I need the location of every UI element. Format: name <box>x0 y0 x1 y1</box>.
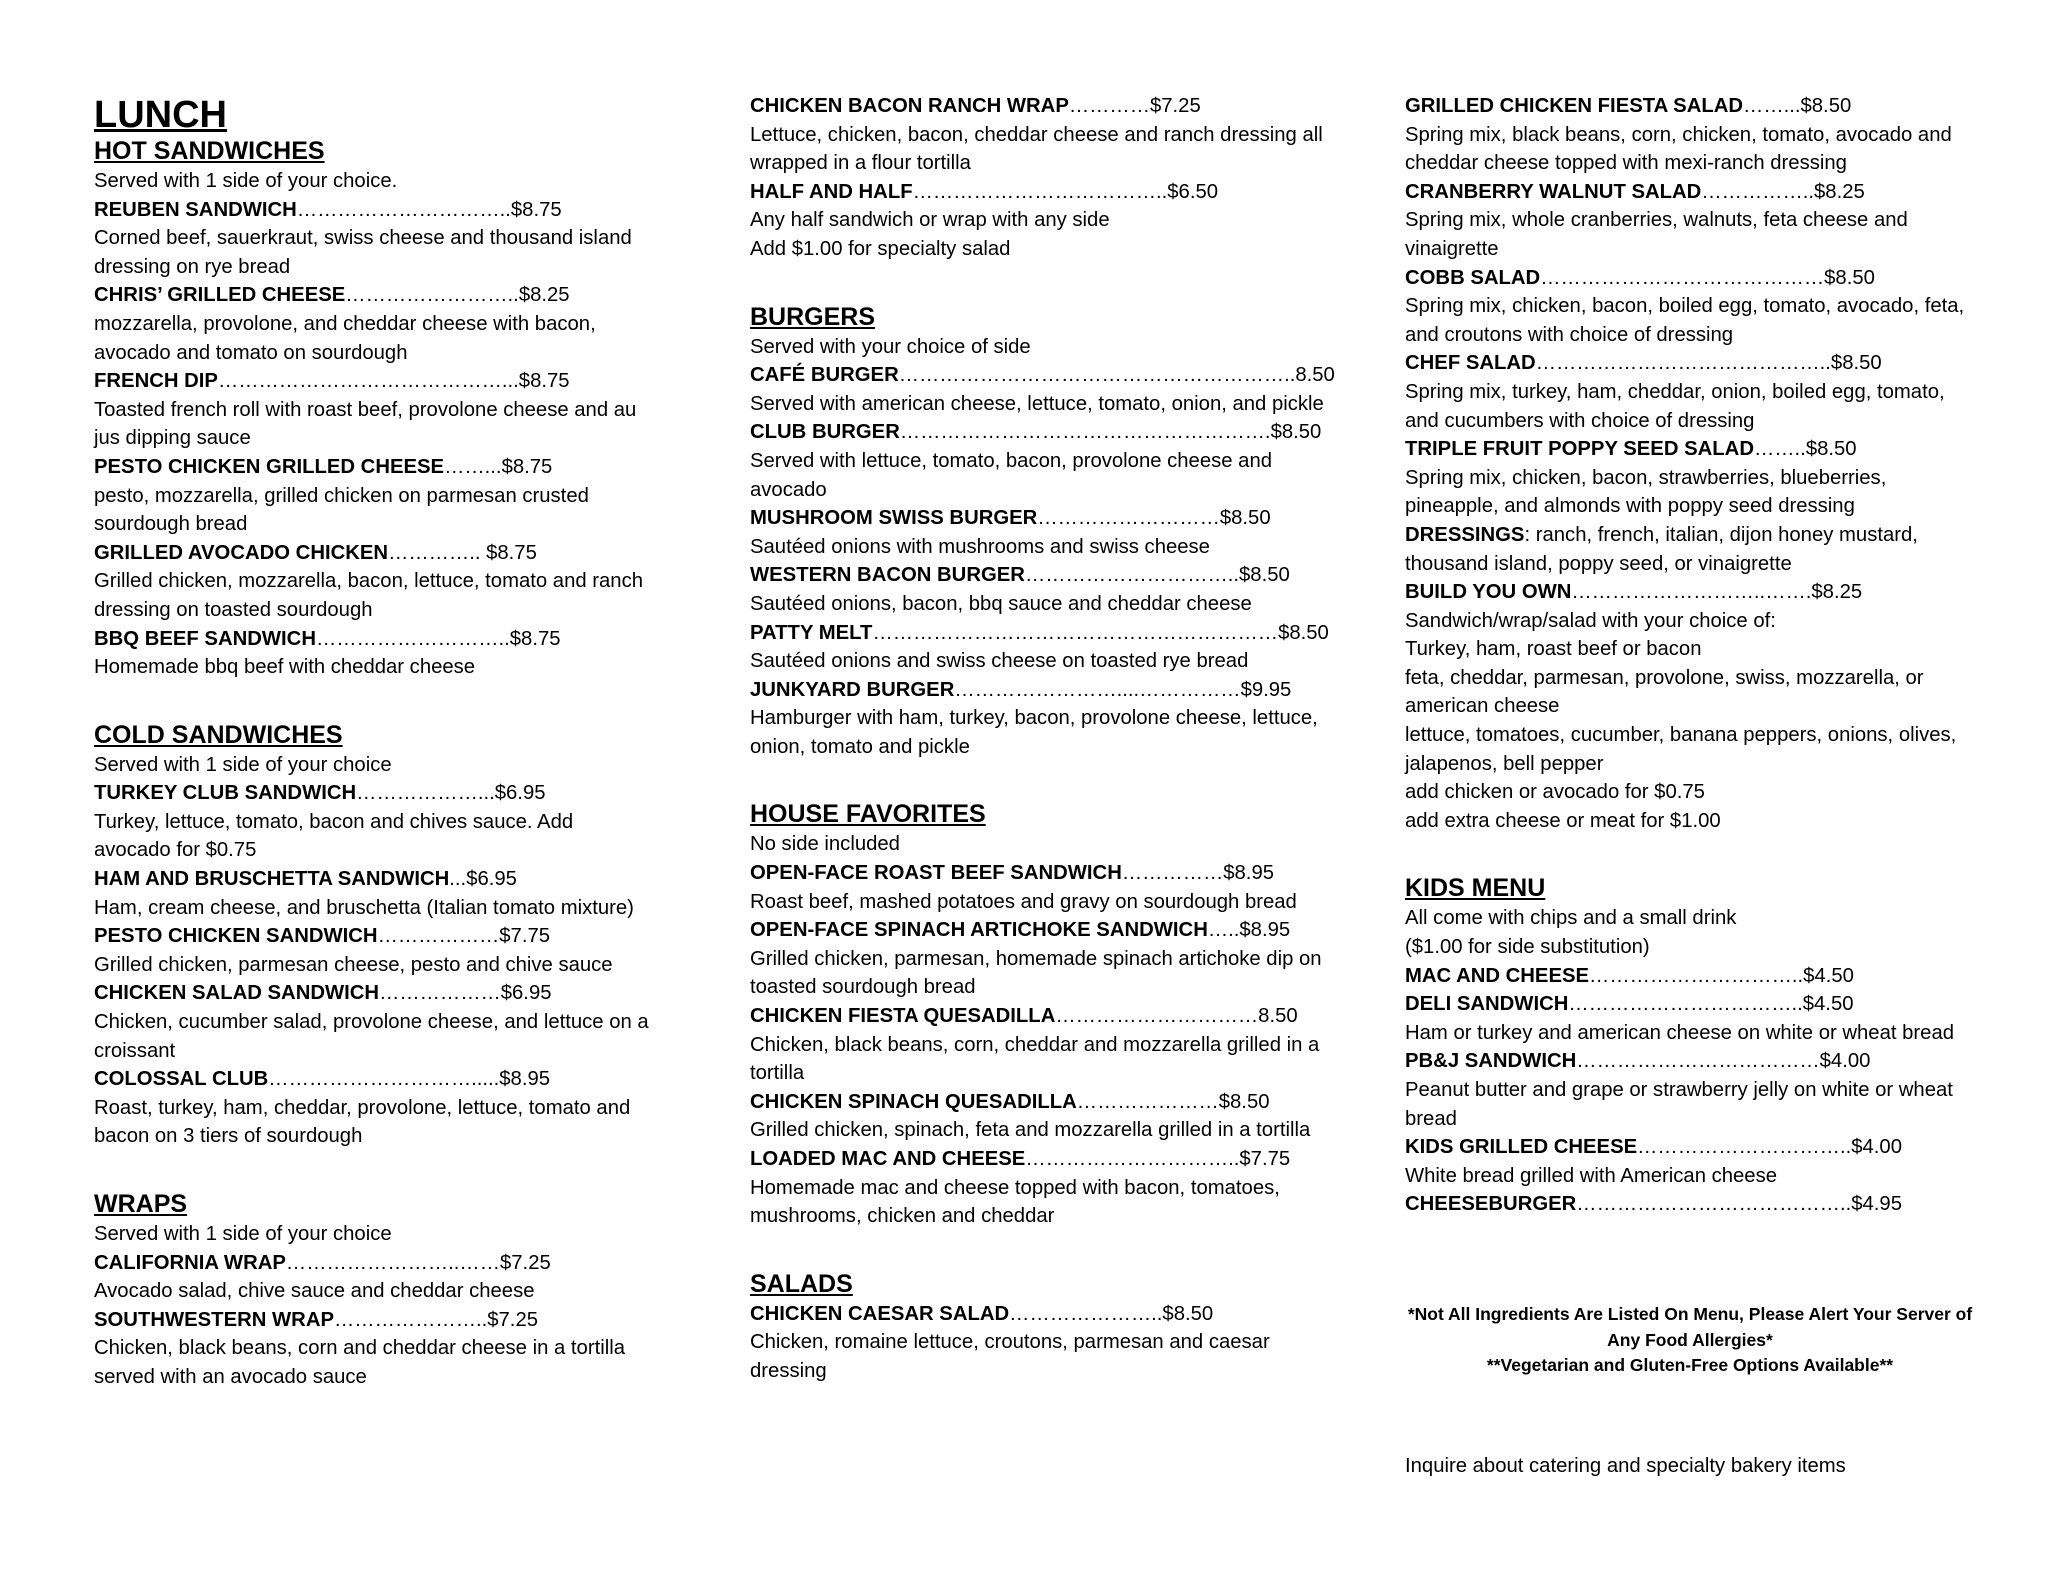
section-wraps <box>94 1189 654 1392</box>
section-cold-sandwiches <box>94 720 654 1151</box>
wraps-note: Add $1.00 for specialty salad <box>750 237 1011 260</box>
section-subtitle: All come with chips and a small drink <box>1405 907 1737 930</box>
menu-item-head <box>94 625 654 654</box>
menu-item-head <box>750 504 1325 533</box>
menu-item <box>94 453 654 539</box>
section-house-favorites <box>750 799 1325 1230</box>
item-price: $4.00 <box>1819 1050 1871 1073</box>
section-salads-continued <box>1405 92 1980 835</box>
item-name: OPEN-FACE SPINACH ARTICHOKE SANDWICH <box>750 919 1208 942</box>
menu-item-head <box>94 367 654 396</box>
menu-item-head <box>750 561 1325 590</box>
column-left <box>94 92 654 1430</box>
item-price: $8.95 <box>499 1068 551 1091</box>
item-price: $8.50 <box>1270 421 1322 444</box>
section-title: SALADS <box>750 1269 853 1298</box>
menu-item <box>750 619 1329 676</box>
item-name: TRIPLE FRUIT POPPY SEED SALAD <box>1405 438 1754 461</box>
menu-item-head <box>750 361 1335 390</box>
item-dots: ………………………..……. <box>1571 581 1812 604</box>
item-description: Grilled chicken, spinach, feta and mozzarella grilled in a tortilla <box>750 1119 1311 1142</box>
item-dots: ………………………………………………….. <box>898 364 1296 387</box>
item-dots: …………………………….. <box>1568 993 1803 1016</box>
item-price: $8.50 <box>1824 266 1875 289</box>
item-list <box>94 779 654 1151</box>
item-dots: ………………… <box>1076 1090 1219 1113</box>
catering-footer: Inquire about catering and specialty bakery items <box>1405 1455 1846 1477</box>
item-description: Sautéed onions, bacon, bbq sauce and cheddar cheese <box>750 592 1252 615</box>
menu-item-head <box>750 1145 1325 1174</box>
item-name: CAFÉ BURGER <box>750 364 899 387</box>
section-salads <box>750 1269 1325 1386</box>
menu-item-head <box>750 1300 1325 1329</box>
item-price: $4.50 <box>1803 964 1854 987</box>
item-price: $8.25 <box>1814 180 1865 203</box>
item-price: $7.75 <box>499 925 551 948</box>
item-name: HAM AND BRUSCHETTA SANDWICH <box>94 868 450 891</box>
item-price: $8.75 <box>501 455 553 478</box>
item-price: $8.50 <box>1830 352 1882 375</box>
item-dots: ………………………….. <box>1025 1148 1240 1170</box>
item-name: JUNKYARD BURGER <box>750 678 955 701</box>
item-price: $8.50 <box>1800 95 1852 117</box>
menu-item-head <box>1405 435 1980 464</box>
item-description: Avocado salad, chive sauce and cheddar cheese <box>94 1280 535 1303</box>
menu-item <box>94 979 654 1065</box>
section-hot-sandwiches <box>94 136 654 682</box>
menu-item-head <box>1405 349 1980 378</box>
item-name: SOUTHWESTERN WRAP <box>94 1308 334 1331</box>
item-name: COBB SALAD <box>1405 266 1541 289</box>
menu-item <box>94 196 654 282</box>
menu-item-head <box>94 865 654 894</box>
menu-item <box>750 504 1325 561</box>
item-dots: ……………………………………... <box>217 370 519 393</box>
item-dots: ……………………..…… <box>285 1251 500 1274</box>
item-price: $8.50 <box>1162 1302 1214 1325</box>
item-description: Corned beef, sauerkraut, swiss cheese and thousand island dressing on rye bread <box>94 227 632 278</box>
item-description: Ham, cream cheese, and bruschetta (Italian tomato mixture) <box>94 896 634 919</box>
build-line: Sandwich/wrap/salad with your choice of: <box>1405 609 1776 632</box>
item-description: Chicken, romaine lettuce, croutons, parmesan and caesar dressing <box>750 1331 1270 1382</box>
column-middle <box>750 92 1335 1424</box>
menu-item-head <box>94 453 654 482</box>
item-description: Chicken, cucumber salad, provolone cheese, and lettuce on a croissant <box>94 1011 649 1062</box>
item-dots: ……………………………….. <box>912 180 1168 203</box>
item-dots: ……………… <box>377 925 500 948</box>
section-title: HOUSE FAVORITES <box>750 800 986 829</box>
item-price: 8.50 <box>1295 364 1335 387</box>
menu-item <box>750 1300 1325 1386</box>
section-subtitle: Served with your choice of side <box>750 335 1031 358</box>
menu-item-head <box>750 1002 1325 1031</box>
item-dots: ………………………….. <box>1637 1136 1852 1159</box>
item-name: CALIFORNIA WRAP <box>94 1251 286 1274</box>
item-price: $7.25 <box>487 1308 539 1331</box>
menu-item-head <box>1405 990 1980 1019</box>
item-price: $8.75 <box>518 370 570 393</box>
item-price: $8.25 <box>518 284 570 307</box>
item-name: PESTO CHICKEN GRILLED CHEESE <box>94 455 445 478</box>
menu-item <box>1405 962 1980 991</box>
menu-item <box>1405 92 1980 178</box>
menu-item <box>1405 990 1980 1047</box>
section-subtitle: No side included <box>750 833 900 856</box>
item-price: $8.75 <box>486 541 537 564</box>
item-name: PB&J SANDWICH <box>1405 1050 1577 1073</box>
item-name: CHICKEN SALAD SANDWICH <box>94 982 380 1005</box>
item-description: Grilled chicken, parmesan, homemade spinach artichoke dip on toasted sourdough bread <box>750 947 1322 999</box>
menu-item <box>750 561 1325 618</box>
menu-item <box>750 916 1325 1002</box>
item-description: Any half sandwich or wrap with any side <box>750 209 1110 232</box>
menu-item <box>750 1145 1325 1231</box>
item-price: $4.00 <box>1851 1136 1902 1159</box>
item-description: Served with lettuce, tomato, bacon, provolone cheese and avocado <box>750 449 1273 501</box>
item-description: Chicken, black beans, corn and cheddar cheese in a tortilla served with an avocado sauce <box>94 1337 626 1388</box>
menu-item <box>94 1249 654 1306</box>
item-dots: ……………………….. <box>315 627 510 650</box>
menu-item <box>750 178 1325 235</box>
item-price: $8.50 <box>1218 1090 1270 1113</box>
menu-item-head <box>1405 962 1980 991</box>
item-name: CHRIS’ GRILLED CHEESE <box>94 284 346 307</box>
item-dots: ………… <box>1068 95 1150 117</box>
menu-item-head <box>94 979 654 1008</box>
item-description: Roast beef, mashed potatoes and gravy on sourdough bread <box>750 890 1297 913</box>
menu-item <box>1405 264 1980 350</box>
item-description: Peanut butter and grape or strawberry jelly on white or wheat bread <box>1405 1079 1953 1130</box>
allergy-note: *Not All Ingredients Are Listed On Menu, Please Alert Your Server of Any Food Allergies* <box>1407 1304 1973 1350</box>
section-title: BURGERS <box>750 302 876 331</box>
menu-item-head <box>750 859 1325 888</box>
section-wraps-continued <box>750 92 1325 264</box>
menu-item-head <box>1405 264 1980 293</box>
menu-item <box>750 859 1325 916</box>
item-description: Chicken, black beans, corn, cheddar and mozzarella grilled in a tortilla <box>750 1033 1320 1085</box>
item-price: $4.50 <box>1802 993 1854 1016</box>
item-price: $8.95 <box>1223 862 1275 885</box>
item-price: $8.50 <box>1278 621 1329 644</box>
item-list <box>750 1300 1325 1386</box>
item-dots: ………………………… <box>1055 1005 1259 1028</box>
item-dots: ………………………………………………. <box>899 421 1271 444</box>
item-price: 8.50 <box>1258 1005 1298 1028</box>
item-name: HALF AND HALF <box>750 180 913 203</box>
section-title: KIDS MENU <box>1405 874 1546 903</box>
menu-item-head <box>94 196 654 225</box>
item-dots: ………………….. <box>1009 1302 1163 1325</box>
menu-item-head <box>94 539 654 568</box>
item-price: $8.50 <box>1805 438 1857 461</box>
item-dots: ……………………....…………… <box>954 678 1241 701</box>
item-description: Sautéed onions with mushrooms and swiss cheese <box>750 535 1210 558</box>
section-subtitle: Served with 1 side of your choice <box>94 753 392 776</box>
item-name: GRILLED AVOCADO CHICKEN <box>94 541 389 564</box>
item-dots: …………………………………………………… <box>872 621 1279 644</box>
menu-item-head <box>750 676 1325 705</box>
menu-item <box>94 367 654 453</box>
item-name: OPEN-FACE ROAST BEEF SANDWICH <box>750 862 1122 885</box>
menu-item <box>1405 1047 1980 1133</box>
menu-item-head <box>94 281 654 310</box>
menu-item-head <box>750 619 1329 648</box>
menu-item <box>750 1002 1325 1088</box>
item-dots: ….. <box>1207 919 1240 942</box>
dressings-line <box>1405 521 1980 578</box>
item-name: CHICKEN FIESTA QUESADILLA <box>750 1005 1056 1028</box>
item-dots: ... <box>449 868 467 891</box>
menu-item-head <box>750 92 1325 121</box>
item-list <box>750 361 1335 761</box>
menu-item <box>750 92 1325 178</box>
item-name: GRILLED CHICKEN FIESTA SALAD <box>1405 95 1744 117</box>
section-title: HOT SANDWICHES <box>94 137 325 165</box>
allergy-notes <box>1405 1302 1975 1379</box>
item-name: CHICKEN CAESAR SALAD <box>750 1302 1010 1325</box>
item-description: Roast, turkey, ham, cheddar, provolone, lettuce, tomato and bacon on 3 tiers of sourdough <box>94 1096 631 1148</box>
menu-item-head <box>750 1088 1325 1117</box>
item-name: DELI SANDWICH <box>1405 993 1569 1016</box>
item-name: CLUB BURGER <box>750 421 900 444</box>
item-name: COLOSSAL CLUB <box>94 1068 269 1091</box>
item-name: MAC AND CHEESE <box>1405 964 1590 987</box>
menu-item <box>750 1088 1325 1145</box>
menu-item-head <box>94 922 654 951</box>
dressings-text: : ranch, french, italian, dijon honey mustard, thousand island, poppy seed, or vinaigrette <box>1405 523 1918 575</box>
menu-item-head <box>750 418 1325 447</box>
item-name: BBQ BEEF SANDWICH <box>94 627 316 650</box>
item-description: mozzarella, provolone, and cheddar cheese with bacon, avocado and tomato on sourdough <box>94 312 596 364</box>
item-price: $8.50 <box>1239 564 1290 587</box>
menu-item <box>750 418 1325 504</box>
build-line: lettuce, tomatoes, cucumber, banana peppers, onions, olives, jalapenos, bell pepper <box>1405 724 1957 775</box>
menu-item-head <box>94 779 654 808</box>
build-line: Turkey, ham, roast beef or bacon <box>1405 638 1702 661</box>
build-your-own-head <box>1405 578 1980 607</box>
section-subtitle: Served with 1 side of your choice <box>94 1223 392 1245</box>
item-description: Grilled chicken, parmesan cheese, pesto and chive sauce <box>94 953 613 976</box>
section-kids-menu <box>1405 873 1980 1219</box>
item-description: Lettuce, chicken, bacon, cheddar cheese and ranch dressing all wrapped in a flour tortilla <box>750 123 1323 175</box>
item-dots: ………….. <box>388 541 487 564</box>
menu-item <box>1405 349 1980 435</box>
item-name: CHICKEN SPINACH QUESADILLA <box>750 1090 1077 1113</box>
menu-item <box>1405 178 1980 264</box>
item-dots: …….. <box>1753 438 1806 461</box>
item-dots: ………………………….. <box>1024 564 1240 587</box>
item-price: $6.95 <box>466 868 517 891</box>
menu-item <box>94 539 654 625</box>
item-dots: ………………….. <box>334 1308 488 1331</box>
menu-item-head <box>1405 1190 1980 1219</box>
build-line: add extra cheese or meat for $1.00 <box>1405 809 1721 832</box>
item-price: $8.75 <box>509 627 561 650</box>
item-price: $6.95 <box>500 982 552 1005</box>
item-price: $8.75 <box>510 198 562 221</box>
menu-item-head <box>1405 1047 1980 1076</box>
item-name: PESTO CHICKEN SANDWICH <box>94 925 378 948</box>
item-dots: ………………... <box>356 782 495 805</box>
item-description: Spring mix, whole cranberries, walnuts, feta cheese and vinaigrette <box>1405 209 1908 260</box>
build-line: feta, cheddar, parmesan, provolone, swiss, mozzarella, or american cheese <box>1405 666 1924 718</box>
menu-item <box>94 281 654 367</box>
menu-item-head <box>750 916 1325 945</box>
item-name: BUILD YOU OWN <box>1405 581 1572 604</box>
item-name: FRENCH DIP <box>94 370 218 393</box>
item-description: Ham or turkey and american cheese on white or wheat bread <box>1405 1021 1955 1044</box>
item-dots: …………….. <box>1701 180 1815 203</box>
item-name: PATTY MELT <box>750 621 873 644</box>
item-description: Homemade mac and cheese topped with bacon, tomatoes, mushrooms, chicken and cheddar <box>750 1176 1280 1228</box>
item-price: $7.25 <box>1149 95 1201 117</box>
item-dots: …………………….. <box>345 284 519 307</box>
menu-item <box>94 1065 654 1151</box>
menu-item <box>94 625 654 682</box>
item-name: CHEESEBURGER <box>1405 1193 1577 1216</box>
menu-item <box>94 779 654 865</box>
item-description: Turkey, lettuce, tomato, bacon and chives sauce. Add avocado for $0.75 <box>94 810 574 862</box>
item-name: LOADED MAC AND CHEESE <box>750 1148 1026 1170</box>
item-description: Served with american cheese, lettuce, tomato, onion, and pickle <box>750 392 1324 415</box>
section-title: WRAPS <box>94 1190 188 1218</box>
item-dots: ………………………….. <box>296 198 511 221</box>
item-dots: ……... <box>1743 95 1801 117</box>
item-description: White bread grilled with American cheese <box>1405 1164 1778 1187</box>
item-description: Spring mix, turkey, ham, cheddar, onion, boiled egg, tomato, and cucumbers with choice of dressing <box>1405 380 1945 432</box>
item-list <box>1405 92 1980 521</box>
item-dots: …………………………………… <box>1540 266 1825 289</box>
item-price: $6.50 <box>1167 180 1219 203</box>
menu-item-head <box>1405 178 1980 207</box>
item-price: $8.25 <box>1811 581 1863 604</box>
dressings-label: DRESSINGS <box>1405 523 1525 546</box>
build-line: add chicken or avocado for $0.75 <box>1405 781 1705 804</box>
menu-item-head <box>94 1306 654 1335</box>
item-dots: ……………………… <box>1037 507 1220 530</box>
menu-item <box>94 1306 654 1392</box>
item-description: Homemade bbq beef with cheddar cheese <box>94 656 476 679</box>
item-price: $8.50 <box>1219 507 1271 530</box>
item-description: Spring mix, chicken, bacon, strawberries, blueberries, pineapple, and almonds with poppy seed dressing <box>1405 466 1887 518</box>
item-description: Toasted french roll with roast beef, provolone cheese and au jus dipping sauce <box>94 398 637 450</box>
item-list <box>750 859 1325 1231</box>
item-name: TURKEY CLUB SANDWICH <box>94 782 357 805</box>
item-price: $7.75 <box>1239 1148 1291 1170</box>
item-name: MUSHROOM SWISS BURGER <box>750 507 1038 530</box>
item-dots: …………………………………….. <box>1535 352 1831 375</box>
item-dots: ……... <box>444 455 502 478</box>
menu-item <box>94 865 654 922</box>
menu-title: LUNCH <box>94 94 227 136</box>
item-dots: ……………………………… <box>1576 1050 1820 1073</box>
item-name: CRANBERRY WALNUT SALAD <box>1405 180 1702 203</box>
item-list <box>94 1249 654 1392</box>
menu-item-head <box>94 1249 654 1278</box>
item-price: $8.95 <box>1239 919 1291 942</box>
dietary-note: **Vegetarian and Gluten-Free Options Available** <box>1486 1355 1894 1376</box>
item-description: Grilled chicken, mozzarella, bacon, lettuce, tomato and ranch dressing on toasted sourdough <box>94 570 643 621</box>
menu-item-head <box>1405 1133 1980 1162</box>
item-name: KIDS GRILLED CHEESE <box>1405 1136 1638 1159</box>
item-list <box>1405 962 1980 1219</box>
item-price: $6.95 <box>494 782 546 805</box>
item-dots: ……………… <box>379 982 501 1005</box>
item-price: $7.25 <box>500 1251 551 1274</box>
item-name: CHICKEN BACON RANCH WRAP <box>750 95 1069 117</box>
menu-item <box>750 676 1325 762</box>
item-name: WESTERN BACON BURGER <box>750 564 1025 587</box>
item-dots: …………………………..... <box>268 1068 500 1091</box>
menu-item-head <box>1405 92 1980 121</box>
item-name: CHEF SALAD <box>1405 352 1536 375</box>
section-subtitle: Served with 1 side of your choice. <box>94 170 398 192</box>
menu-item <box>1405 435 1980 521</box>
section-subtitle: ($1.00 for side substitution) <box>1405 936 1650 959</box>
menu-item-head <box>750 178 1325 207</box>
section-title: COLD SANDWICHES <box>94 720 343 749</box>
item-description: Hamburger with ham, turkey, bacon, provolone cheese, lettuce, onion, tomato and pickle <box>750 707 1318 758</box>
item-description: pesto, mozzarella, grilled chicken on parmesan crusted sourdough bread <box>94 484 589 536</box>
menu-item <box>1405 1133 1980 1190</box>
menu-item <box>94 922 654 979</box>
item-price: $4.95 <box>1851 1193 1902 1216</box>
item-description: Spring mix, black beans, corn, chicken, tomato, avocado and cheddar cheese topped with mexi-ranch dressing <box>1405 123 1952 175</box>
item-price: $9.95 <box>1240 678 1292 701</box>
item-dots: ………………………….. <box>1589 964 1804 987</box>
item-list <box>750 92 1325 235</box>
item-description: Sautéed onions and swiss cheese on toasted rye bread <box>750 650 1249 673</box>
item-name: REUBEN SANDWICH <box>94 198 297 221</box>
menu-item-head <box>94 1065 654 1094</box>
item-description: Spring mix, chicken, bacon, boiled egg, tomato, avocado, feta, and croutons with choice of dressing <box>1405 295 1965 346</box>
menu-item <box>1405 1190 1980 1219</box>
item-dots: ………………………………….. <box>1576 1193 1852 1216</box>
menu-item <box>750 361 1335 418</box>
section-burgers <box>750 302 1335 762</box>
item-list <box>94 196 654 682</box>
column-right <box>1405 92 1980 1257</box>
item-dots: …………… <box>1121 862 1224 885</box>
